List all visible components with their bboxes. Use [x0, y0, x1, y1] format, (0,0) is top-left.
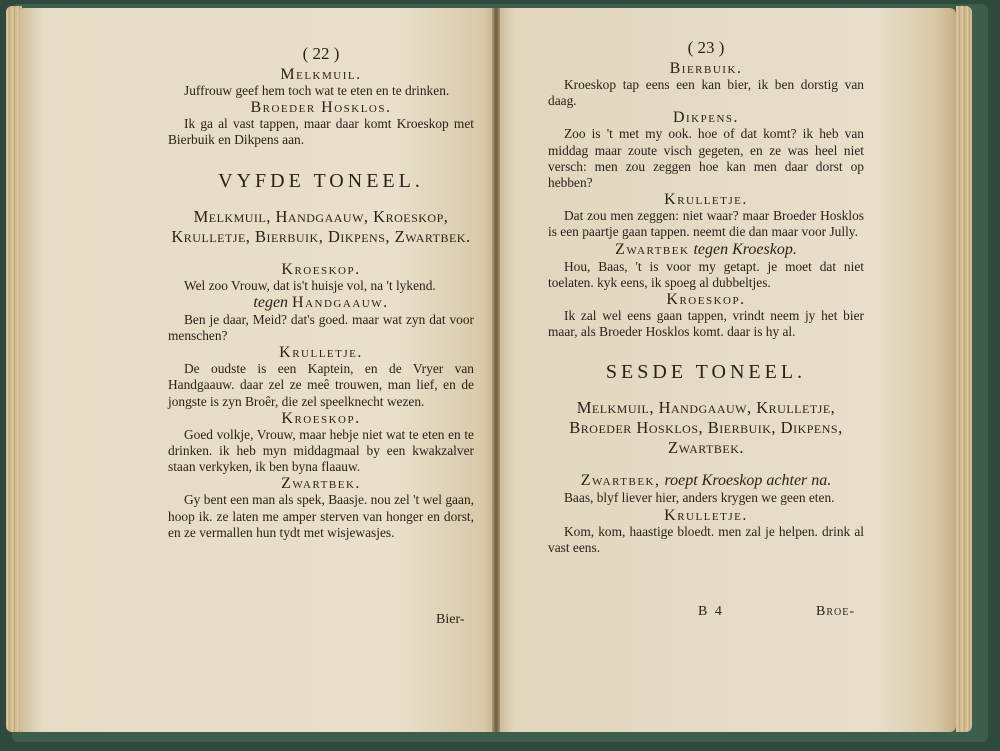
speaker-name: Kroeskop.: [281, 409, 361, 427]
direction-italic: roept Kroeskop achter na.: [664, 472, 832, 490]
speaker-name: Zwartbek.: [281, 475, 361, 493]
dialogue-paragraph: De oudste is een Kaptein, en de Vryer van Handgaauw. daar zel ze meê trouwen, man lief, en de jongste is zyn Broêr, die zel speelknecht wezen.: [168, 361, 474, 409]
cast-list: Melkmuil, Handgaauw, Krulletje, Broeder Hosklos, Bierbuik, Dikpens, Zwartbek.: [569, 398, 843, 458]
scene-heading: VYFDE TONEEL.: [218, 169, 424, 192]
speaker-name: Kroeskop.: [281, 260, 361, 278]
dialogue-paragraph: Ben je daar, Meid? dat's goed. maar wat zyn dat voor menschen?: [168, 311, 474, 344]
dialogue-paragraph: Baas, blyf liever hier, anders krygen we geen eten.: [564, 490, 835, 506]
stage-direction: [548, 241, 864, 259]
direction-name: Handgaauw.: [292, 293, 389, 311]
speaker-name: Broeder Hosklos.: [250, 99, 392, 117]
speaker-name: Krulletje.: [664, 506, 748, 524]
speaker-name: Krulletje.: [279, 344, 363, 362]
dialogue-paragraph: Goed volkje, Vrouw, maar hebje niet wat te eten en te drinken. ik heb myn middagmaal by een kwakzalver staan verkyken, ik ben byna flaauw.: [168, 426, 474, 475]
dialogue-paragraph: Hou, Baas, 't is voor my getapt. je moet dat niet toelaten. kyk eens, ik spoeg al dubbeltjes.: [548, 258, 864, 290]
direction-name: Zwartbek: [615, 240, 690, 258]
left-blocks: [168, 66, 474, 541]
page-number-right: ( 23 ): [687, 38, 725, 57]
direction-italic: tegen: [253, 293, 289, 311]
dialogue-paragraph: Zoo is 't met my ook. hoe of dat komt? ik heb van middag maar zoute visch gegeten, en ze was heel niet versch: men zou zeggen hoe kan men daar dorst op hebben?: [548, 126, 864, 191]
dialogue-paragraph: Wel zoo Vrouw, dat is't huisje vol, na 't lykend.: [184, 277, 436, 293]
speaker-name: Bierbuik.: [669, 60, 743, 77]
left-page-text: [168, 44, 474, 541]
dialogue-paragraph: Juffrouw geef hem toch wat te eten en te drinken.: [184, 83, 450, 98]
speaker-name: Melkmuil.: [280, 66, 362, 83]
page-number-left: ( 22 ): [302, 44, 340, 63]
stage-direction: [168, 294, 474, 312]
dialogue-paragraph: Ik ga al vast tappen, maar daar komt Kroeskop met Bierbuik en Dikpens aan.: [168, 116, 474, 148]
signature-mark: B 4: [698, 604, 724, 619]
book-gutter: [492, 8, 500, 732]
dialogue-paragraph: Ik zal wel eens gaan tappen, vrindt neem jy het bier maar, als Broeder Hosklos komt. daar is hy al.: [548, 308, 864, 340]
catchword-right: Broe-: [816, 604, 855, 619]
dialogue-paragraph: Kom, kom, haastige bloedt. men zal je helpen. drink al vast eens.: [548, 523, 864, 555]
speaker-name: Krulletje.: [664, 191, 748, 209]
dialogue-paragraph: Dat zou men zeggen: niet waar? maar Broeder Hosklos is een paartje gaan tappen. neemt die dan maar voor Jully.: [548, 208, 864, 240]
right-page-text: [548, 38, 864, 556]
cast-list: Melkmuil, Handgaauw, Kroeskop, Krulletje, Bierbuik, Dikpens, Zwartbek.: [171, 206, 471, 246]
speaker-name: Dikpens.: [672, 109, 740, 127]
speaker-name: Kroeskop.: [666, 291, 746, 309]
direction-name: Zwartbek,: [580, 472, 661, 490]
right-blocks: [548, 60, 864, 556]
catchword-left: Bier-: [436, 612, 465, 627]
dialogue-paragraph: Kroeskop tap eens een kan bier, ik ben dorstig van daag.: [548, 77, 864, 109]
scene-heading: SESDE TONEEL.: [605, 361, 807, 384]
dialogue-paragraph: Gy bent een man als spek, Baasje. nou zel 't wel gaan, hoop ik. ze laten me amper sterven van honger en dorst, en ze vermallen hun tydt met wisjewasjes.: [168, 492, 474, 540]
right-page-edges: [956, 6, 972, 732]
direction-italic: tegen Kroeskop.: [693, 240, 797, 258]
stage-direction: [548, 472, 864, 490]
